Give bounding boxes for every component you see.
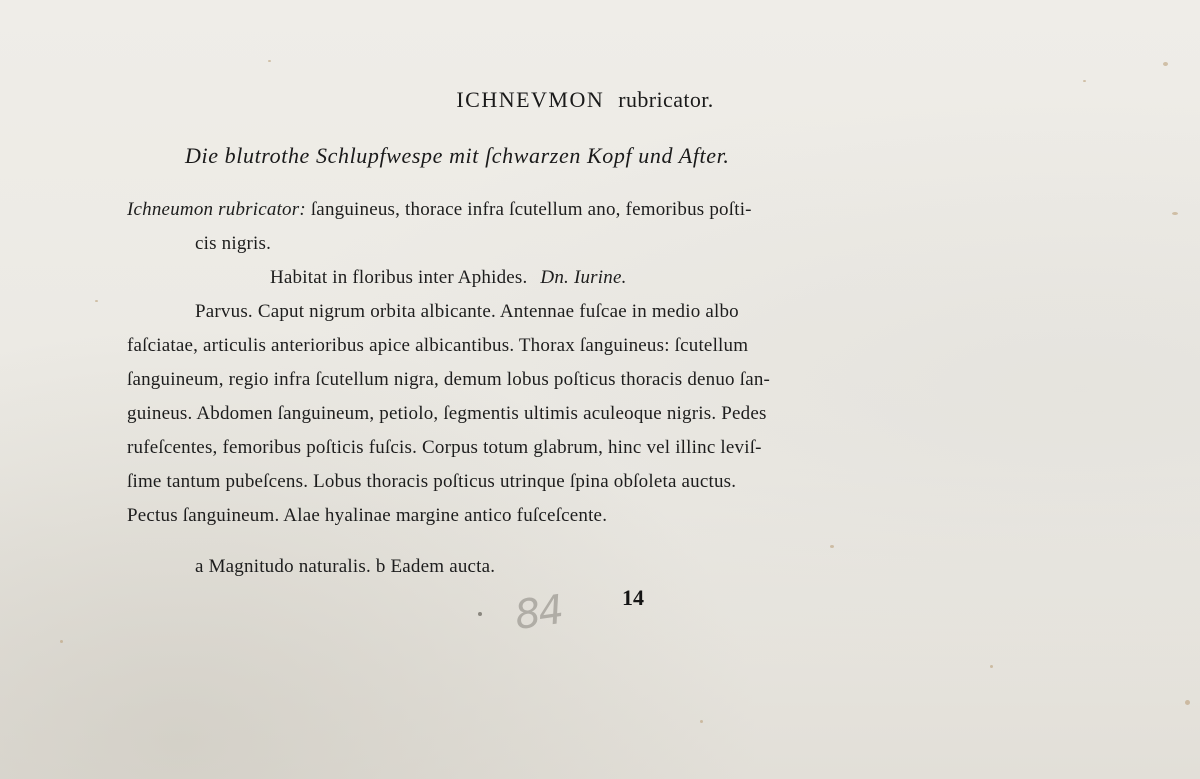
paper-speck — [60, 640, 63, 643]
title-species: rubricator. — [618, 87, 714, 112]
diagnosis-species-name: Ichneumon rubricator: — [127, 199, 306, 220]
description-line: guineus. Abdomen ſanguineum, petiolo, ſegmentis ultimis aculeoque nigris. Pedes — [127, 403, 767, 424]
diagnosis-text: ſanguineus, thorace infra ſcutellum ano, femoribus poſti- — [310, 199, 752, 220]
paper-speck — [1172, 212, 1178, 215]
ink-dot — [478, 612, 482, 616]
description-line: Parvus. Caput nigrum orbita albicante. Antennae fuſcae in medio albo — [195, 301, 739, 322]
paper-speck — [1185, 700, 1190, 705]
habitat-authority: Dn. Iurine. — [540, 267, 627, 288]
paper-speck — [1083, 80, 1086, 82]
habitat-line — [270, 267, 627, 289]
habitat-text: Habitat in floribus inter Aphides. — [270, 267, 528, 288]
description-line: ſime tantum pubeſcens. Lobus thoracis poſticus utrinque ſpina obſoleta auctus. — [127, 471, 737, 492]
description-line: Pectus ſanguineum. Alae hyalinae margine antico fuſceſcente. — [127, 505, 608, 526]
description-line: faſciatae, articulis anterioribus apice albicantibus. Thorax ſanguineus: ſcutellum — [127, 335, 749, 356]
paper-speck — [700, 720, 703, 723]
figure-caption: a Magnitudo naturalis. b Eadem aucta. — [195, 556, 496, 577]
paper-speck — [268, 60, 271, 62]
plate-number: 14 — [622, 585, 644, 610]
paper-speck — [830, 545, 834, 548]
description-line: ſanguineum, regio infra ſcutellum nigra, demum lobus poſticus thoracis denuo ſan- — [127, 369, 771, 390]
paper-speck — [990, 665, 993, 668]
page-title — [0, 87, 1170, 113]
paper-speck — [95, 300, 98, 302]
german-subtitle: Die blutrothe Schlupfwespe mit ſchwarzen Kopf und After. — [185, 143, 730, 168]
title-genus: ICHNEVMON — [456, 87, 605, 112]
diagnosis-line-2: cis nigris. — [195, 233, 272, 254]
description-line: rufeſcentes, femoribus poſticis fuſcis. Corpus totum glabrum, hinc vel illinc leviſ- — [127, 437, 762, 458]
handwritten-note: 84 — [512, 586, 565, 640]
diagnosis-line-1 — [127, 199, 752, 221]
paper-speck — [1163, 62, 1168, 66]
